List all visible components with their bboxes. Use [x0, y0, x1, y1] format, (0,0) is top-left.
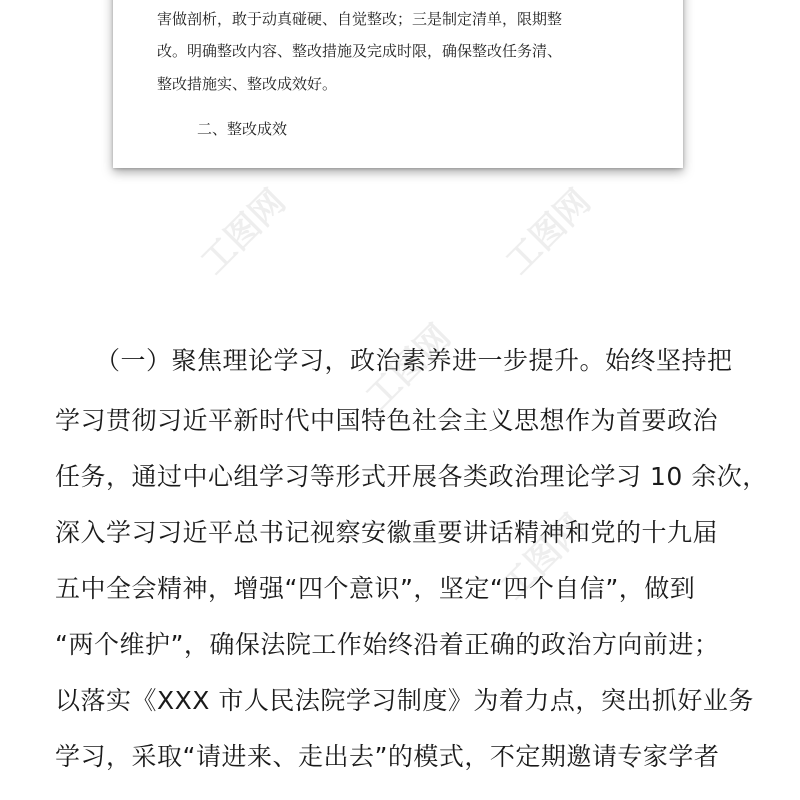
preview-line: 整改措施实、整改成效好。: [157, 75, 338, 93]
document-preview-card: [113, 0, 683, 168]
preview-line: 害做剖析，敢于动真碰硬、自觉整改；三是制定清单，限期整: [157, 10, 563, 28]
article-paragraph-line: 五中全会精神，增强“四个意识”，坚定“四个自信”，做到: [55, 574, 696, 603]
article-paragraph-line: 任务，通过中心组学习等形式开展各类政治理论学习 10 余次，: [55, 462, 768, 491]
preview-section-heading: 二、整改成效: [197, 120, 288, 138]
article-paragraph-line: 以落实《XXX 市人民法院学习制度》为着力点，突出抓好业务: [55, 686, 754, 715]
article-paragraph-line: 深入学习习近平总书记视察安徽重要讲话精神和党的十九届: [55, 518, 719, 547]
watermark: 工图网: [193, 181, 294, 283]
preview-line: 改。明确整改内容、整改措施及完成时限，确保整改任务清、: [157, 42, 563, 60]
article-paragraph-line: （一）聚焦理论学习，政治素养进一步提升。始终坚持把: [95, 346, 733, 375]
article-paragraph-line: 学习，采取“请进来、走出去”的模式，不定期邀请专家学者: [55, 742, 720, 771]
article-paragraph-line: “两个维护”，确保法院工作始终沿着正确的政治方向前进；: [55, 630, 720, 659]
article-paragraph-line: 学习贯彻习近平新时代中国特色社会主义思想作为首要政治: [55, 406, 719, 435]
watermark: 工图网: [493, 506, 594, 608]
watermark: 工图网: [358, 316, 459, 418]
watermark: 工图网: [498, 181, 599, 283]
